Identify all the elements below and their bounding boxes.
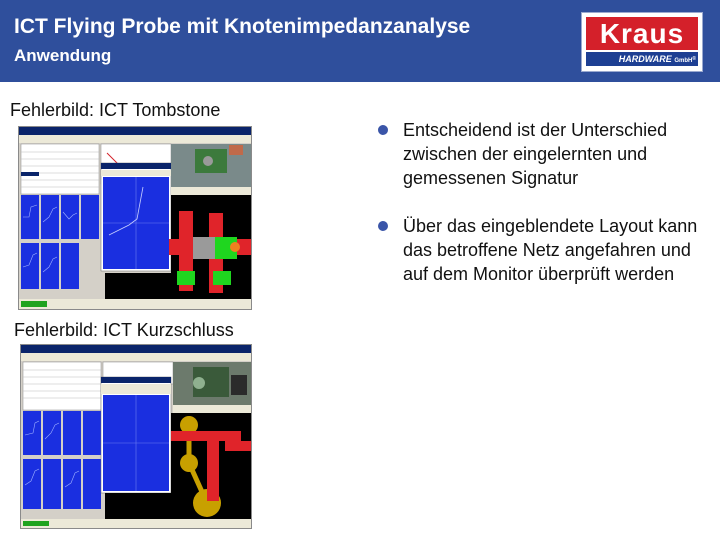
caption-tombstone: Fehlerbild: ICT Tombstone — [10, 100, 221, 120]
logo-registered: ® — [692, 56, 696, 62]
bullet-dot-icon — [378, 221, 388, 231]
kraus-logo — [581, 12, 703, 72]
bullet-item — [378, 214, 708, 286]
screenshot-tombstone — [18, 126, 252, 310]
logo-wordmark: Kraus — [599, 18, 685, 49]
screenshot-kurzschluss — [20, 344, 252, 529]
bullet-item — [378, 118, 708, 190]
caption-kurzschluss: Fehlerbild: ICT Kurzschluss — [14, 320, 234, 340]
screenshot-kurzschluss-graphic — [21, 345, 251, 528]
logo-tagline-text: HARDWARE — [618, 54, 672, 64]
screenshot-tombstone-graphic — [19, 127, 251, 309]
slide-subtitle: Anwendung — [14, 46, 112, 65]
logo-gmbh: GmbH — [674, 58, 693, 64]
bullet-text: Über das eingeblendete Layout kann das betroffene Netz angefahren und auf dem Monitor überprüft werden — [403, 216, 698, 284]
bullet-text: Entscheidend ist der Unterschied zwischen der eingelernten und gemessenen Signatur — [403, 120, 668, 188]
logo-tagline — [619, 52, 696, 66]
slide-header — [0, 0, 720, 82]
bullet-dot-icon — [378, 125, 388, 135]
bullet-list — [378, 118, 708, 310]
slide-title: ICT Flying Probe mit Knotenimpedanzanalyse — [14, 15, 471, 38]
